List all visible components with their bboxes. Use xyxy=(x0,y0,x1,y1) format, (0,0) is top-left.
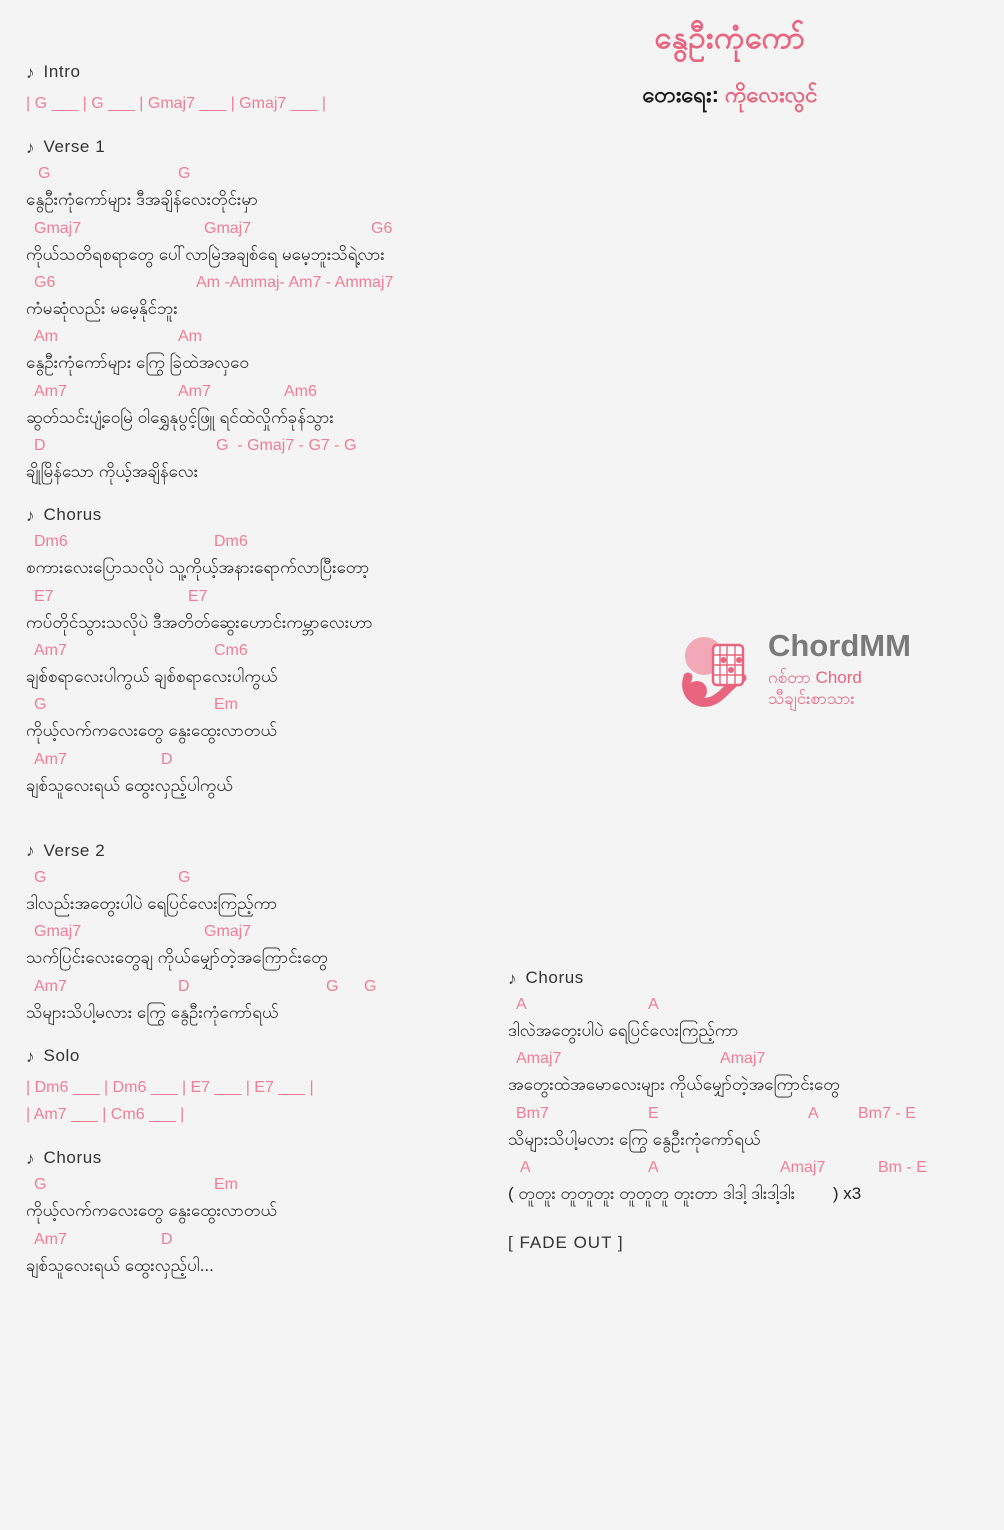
chord-row xyxy=(26,1176,496,1198)
chord-label: Am xyxy=(178,328,202,346)
chord-label: Am7 xyxy=(34,382,67,400)
lyric-line: ချစ်စရာလေးပါကွယ် ချစ်စရာလေးပါကွယ် xyxy=(26,666,278,686)
lyric-line: ဒါလည်းအတွေးပါပဲ ရေပြင်လေးကြည့်ကာ xyxy=(26,893,278,913)
song-credit xyxy=(470,80,990,113)
chord-label: G xyxy=(178,165,191,183)
brand-name xyxy=(768,630,911,661)
chord-label: Bm7 - E xyxy=(858,1104,916,1122)
chord-label: Gmaj7 xyxy=(34,219,82,237)
song-section xyxy=(26,841,496,1026)
chord-row xyxy=(26,437,496,459)
lyric-line: ဒါလဲအတွေးပါပဲ ရေပြင်လေးကြည့်ကာ xyxy=(508,1021,739,1040)
chord-label: G xyxy=(34,868,47,886)
fade-out-marker: [ FADE OUT ] xyxy=(508,1233,624,1253)
section-header xyxy=(26,62,496,82)
song-section xyxy=(26,1046,496,1128)
lyric-line: စကားလေးပြောသလိုပဲ သူ့ကိုယ့်အနားရောက်လာပြီးတော့ xyxy=(26,558,370,578)
chord-label: D xyxy=(161,1230,173,1248)
chord-row xyxy=(26,220,496,242)
chord-label: A xyxy=(516,996,527,1013)
music-note-icon: ♪ xyxy=(26,62,35,82)
chord-row xyxy=(26,642,496,664)
chord-label: A xyxy=(808,1104,819,1122)
chord-label: Gmaj7 xyxy=(204,219,252,237)
chord-label: Em xyxy=(214,1176,238,1194)
section-header xyxy=(26,1046,496,1066)
section-label: Verse 2 xyxy=(43,840,106,860)
brand-subtitle-2: သီချင်းစာသား xyxy=(768,689,855,709)
chord-label: Amaj7 xyxy=(780,1159,826,1177)
chord-row xyxy=(26,383,496,405)
chord-label: G6 xyxy=(34,273,56,291)
chord-label: Am7 xyxy=(34,750,67,768)
section-header xyxy=(26,505,496,525)
chord-label: Dm6 xyxy=(214,533,248,551)
chord-label: Amaj7 xyxy=(720,1050,766,1068)
music-note-icon: ♪ xyxy=(26,1148,35,1168)
song-section xyxy=(26,1148,496,1279)
chord-label: Am xyxy=(34,328,58,346)
chord-row xyxy=(508,996,978,1018)
music-note-icon: ♪ xyxy=(26,505,35,525)
section-header xyxy=(26,1148,496,1168)
chord-label: G xyxy=(34,696,47,714)
brand-subtitle-1: ဂစ်တာ Chord xyxy=(768,668,862,687)
chord-label: Amaj7 xyxy=(516,1050,562,1068)
chord-label: Gmaj7 xyxy=(34,923,82,941)
lyric-line: နွေဦးကုံကော်များ ဒီအချိန်လေးတိုင်းမှာ xyxy=(26,190,259,210)
chord-row xyxy=(26,923,496,945)
logo-text xyxy=(768,630,911,710)
chord-label: Cm6 xyxy=(214,641,248,659)
chord-label: A xyxy=(648,996,659,1013)
chord-label: D xyxy=(161,750,173,768)
section-label: Chorus xyxy=(525,968,584,987)
song-section xyxy=(26,62,496,117)
music-note-icon: ♪ xyxy=(26,1046,35,1066)
section-label: Solo xyxy=(43,1046,80,1065)
lyric-line: သက်ပြင်းလေးတွေချ ကိုယ်မျှော်တဲ့အကြောင်းတွေ xyxy=(26,948,328,968)
chord-label: G xyxy=(38,165,51,183)
chord-label: G xyxy=(364,977,377,995)
chord-label: E xyxy=(648,1104,659,1122)
chord-progression-line: | Am7 ___ | Cm6 ___ | xyxy=(26,1106,185,1124)
chord-label: E7 xyxy=(188,587,208,605)
music-note-icon: ♪ xyxy=(26,137,35,157)
page-title: နွေဦးကုံကော် xyxy=(654,20,806,55)
chord-label: Gmaj7 xyxy=(204,923,252,941)
lyric-line: အတွေးထဲအမောလေးများ ကိုယ်မျှော်တဲ့အကြောင်းတွေ xyxy=(508,1075,840,1095)
chord-row xyxy=(26,751,496,773)
song-header xyxy=(470,18,990,113)
song-section xyxy=(508,968,978,1207)
lyric-line: ဆွတ်သင်းပျံ့ဝေမြဲ ဝါရွှေနုပွင့်ဖြူ ရင်ထဲလှိုက်ခုန်သွား xyxy=(26,407,334,427)
lyric-line: ချစ်သူလေးရယ် ထွေးလှည့်ပါကွယ် xyxy=(26,775,233,795)
chord-label: Am7 xyxy=(34,977,67,995)
lyric-line: ကိုယ့်လက်ကလေးတွေ နွေးထွေးလာတယ် xyxy=(26,721,277,741)
chord-label: Am6 xyxy=(284,382,317,400)
lyric-line: သိများသိပါ့မလား ကြွေ နွေဦးကုံကော်ရယ် xyxy=(508,1129,761,1149)
chord-progression-line: | Dm6 ___ | Dm6 ___ | E7 ___ | E7 ___ | xyxy=(26,1079,314,1096)
chord-row xyxy=(508,1050,978,1072)
left-column xyxy=(26,62,496,1299)
chord-row xyxy=(26,869,496,891)
chord-row xyxy=(26,328,496,350)
chord-label: G xyxy=(178,868,191,886)
lyric-line: ကိုယ့်လက်ကလေးတွေ နွေးထွေးလာတယ် xyxy=(26,1201,277,1221)
credit-label: တေးရေး: xyxy=(642,82,719,108)
chord-label: G xyxy=(34,1176,47,1194)
chord-row xyxy=(26,588,496,610)
section-label: Intro xyxy=(43,62,81,81)
chord-label: Am7 xyxy=(34,641,67,659)
chord-row xyxy=(26,533,496,555)
section-label: Verse 1 xyxy=(43,137,106,157)
chord-label: D xyxy=(178,977,190,995)
artist-name: ကိုလေးလွင် xyxy=(725,82,818,108)
lyric-line: နွေဦးကုံကော်များ ကြွေ ခြဲထဲအလှဝေ xyxy=(26,353,249,373)
chord-label: Dm6 xyxy=(34,533,68,551)
chord-row xyxy=(26,696,496,718)
brand-mm: MM xyxy=(859,628,911,663)
section-label: Chorus xyxy=(43,505,102,525)
music-note-icon: ♪ xyxy=(508,968,517,988)
chord-label: Bm - E xyxy=(878,1159,927,1177)
chord-row xyxy=(508,1105,978,1127)
lyric-line: ချစ်သူလေးရယ် ထွေးလှည့်ပါ... xyxy=(26,1255,214,1275)
section-header xyxy=(26,841,496,861)
right-column xyxy=(508,968,978,1253)
lyric-line: ကံမဆုံလည်း မမေ့နိုင်ဘူး xyxy=(26,298,178,318)
chord-row xyxy=(26,165,496,187)
chord-label: Em xyxy=(214,696,238,714)
chord-row xyxy=(26,978,496,1000)
section-header xyxy=(508,968,978,988)
chord-label: E7 xyxy=(34,587,54,605)
brand-chord: Chord xyxy=(768,628,860,663)
chord-label: A xyxy=(520,1159,531,1177)
chord-label: G xyxy=(326,977,339,995)
lyric-line: ချိုမြိန်သော ကိုယ့်အချိန်လေး xyxy=(26,461,199,481)
section-label: Chorus xyxy=(43,1148,102,1168)
lyric-line: ကပ်တိုင်သွားသလိုပဲ ဒီအတိတ်ဆွေးဟောင်းကမ္ဘာလေးဟာ xyxy=(26,612,373,632)
song-section xyxy=(26,137,496,485)
lyric-line: ကိုယ်သတိရစရာတွေ ပေါ်လာမြဲအချစ်ရေ မမေ့ဘူးသိရဲ့လား xyxy=(26,244,385,264)
chord-row xyxy=(26,274,496,296)
lyric-line: ( တူတူး တူတူတူး တူတူတူ တူးတာ ဒါဒါ့ ဒါးဒါ့ဒါး ) x3 xyxy=(508,1184,862,1204)
chord-row xyxy=(26,1231,496,1253)
chord-label: A xyxy=(648,1159,659,1177)
chord-label: G - Gmaj7 - G7 - G xyxy=(216,436,357,454)
section-header xyxy=(26,137,496,157)
chord-label: Bm7 xyxy=(516,1104,549,1122)
chord-label: Am7 xyxy=(178,382,211,400)
music-note-icon: ♪ xyxy=(26,841,35,861)
chord-label: D xyxy=(34,436,46,454)
chord-label: Am -Ammaj- Am7 - Ammaj7 xyxy=(196,273,394,291)
chord-label: Am7 xyxy=(34,1230,67,1248)
lyric-line: သိများသိပါ့မလား ကြွေ နွေဦးကုံကော်ရယ် xyxy=(26,1002,279,1022)
guitar-chord-icon xyxy=(680,631,754,709)
chordmm-logo xyxy=(680,630,911,710)
chord-label: G6 xyxy=(371,219,393,237)
song-section xyxy=(26,505,496,799)
chord-row xyxy=(508,1159,978,1181)
chord-progression-line: | G ___ | G ___ | Gmaj7 ___ | Gmaj7 ___ | xyxy=(26,95,327,112)
